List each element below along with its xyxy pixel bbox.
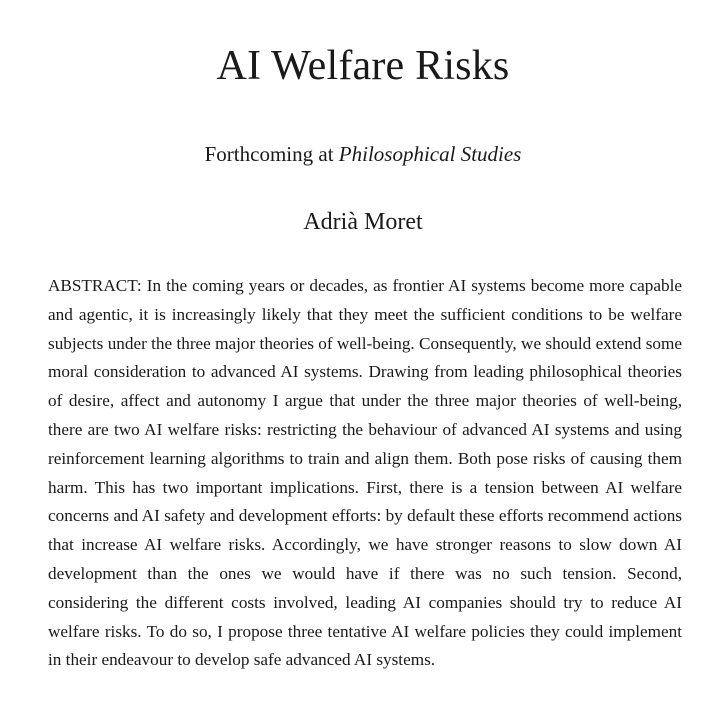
author-name: Adrià Moret [303,209,423,235]
paper-title: AI Welfare Risks [216,43,510,89]
publication-venue [0,139,726,169]
abstract-label: ABSTRACT: [48,276,142,295]
abstract-text: In the coming years or decades, as frontier AI systems become more capable and agentic, it is increasingly likely that they meet the sufficient conditions to be welfare subjects under the three major theories of well-being. Consequently, we should extend some moral consideration to advanced AI systems. Drawing from leading philosophical theories of desire, affect and autonomy I argue that under the three major theories of well-being, there are two AI welfare risks: restricting the behaviour of advanced AI systems and using reinforcement learning algorithms to train and align them. Both pose risks of causing them harm. This has two important implications. First, there is a tension between AI welfare concerns and AI safety and development efforts: by default these efforts recommend actions that increase AI welfare risks. Accordingly, we have stronger reasons to slow down AI development than the ones we would have if there was no such tension. Second, considering the different costs involved, leading AI companies should try to reduce AI welfare risks. To do so, I propose three tentative AI welfare policies they could implement in their endeavour to develop safe advanced AI systems. [48,276,682,670]
venue-journal: Philosophical Studies [338,142,522,166]
abstract [48,272,682,675]
venue-prefix: Forthcoming at [204,142,339,166]
